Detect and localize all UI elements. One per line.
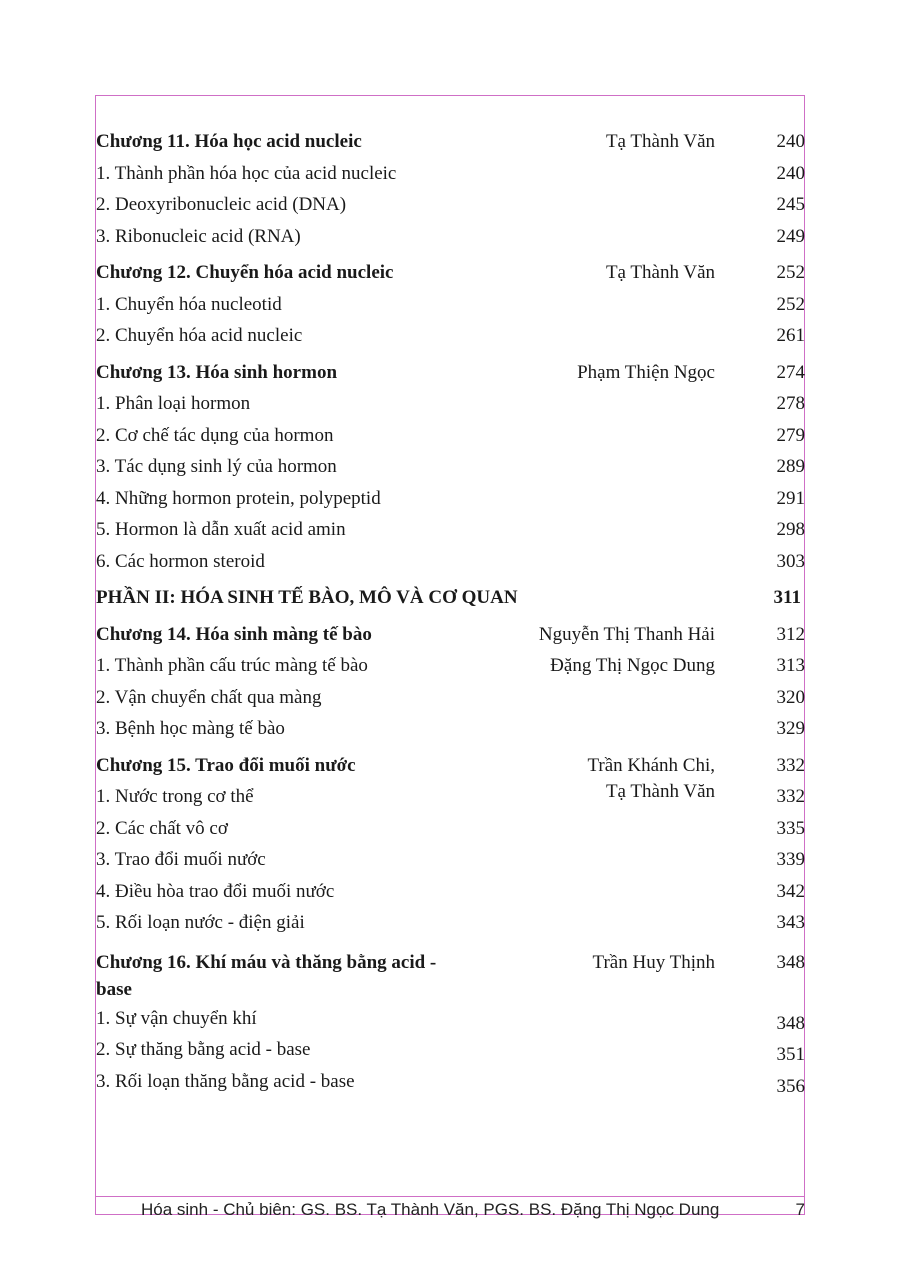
- table-of-contents: [96, 121, 808, 1097]
- chapter-row[interactable]: [96, 357, 808, 389]
- page-footer: [95, 1196, 805, 1220]
- section-title: 3. Rối loạn thăng bằng acid - base: [96, 1070, 355, 1092]
- section-title: 3. Trao đổi muối nước: [96, 849, 266, 870]
- section-title: 1. Thành phần cấu trúc màng tế bào: [96, 655, 368, 676]
- section-page: 252: [776, 293, 805, 315]
- section-title: 1. Chuyển hóa nucleotid: [96, 293, 282, 315]
- section-row[interactable]: [96, 221, 808, 253]
- section-title: 1. Nước trong cơ thể: [96, 786, 254, 807]
- section-page: 261: [776, 325, 805, 346]
- chapter-title: Chương 14. Hóa sinh màng tế bào: [96, 623, 372, 645]
- chapter-author: Phạm Thiện Ngọc: [577, 361, 715, 383]
- part-page: 311: [773, 587, 801, 608]
- chapter-author: Tạ Thành Văn: [605, 131, 715, 152]
- section-page: 313: [776, 655, 805, 676]
- chapter-author: Trần Huy Thịnh: [592, 951, 715, 973]
- section-row[interactable]: [96, 514, 808, 546]
- section-page: 289: [776, 456, 805, 477]
- chapter-page: 240: [776, 131, 805, 152]
- section-row[interactable]: [96, 1066, 808, 1098]
- section-author: Đặng Thị Ngọc Dung: [550, 655, 715, 676]
- section-row[interactable]: [96, 876, 808, 908]
- section-title: 3. Ribonucleic acid (RNA): [96, 225, 301, 247]
- section-row[interactable]: [96, 713, 808, 745]
- section-title: 6. Các hormon steroid: [96, 550, 265, 572]
- chapter-title: Chương 15. Trao đổi muối nước: [96, 754, 356, 776]
- footer-page-number: 7: [795, 1200, 805, 1219]
- footer-text: Hóa sinh - Chủ biên: GS. BS. Tạ Thành Văn, PGS. BS. Đặng Thị Ngọc Dung: [141, 1200, 720, 1219]
- part-row[interactable]: [96, 582, 808, 614]
- section-row[interactable]: [96, 189, 808, 221]
- section-row[interactable]: [96, 682, 808, 714]
- section-page: 351: [776, 1044, 805, 1065]
- chapter-row[interactable]: [96, 126, 808, 158]
- section-title: 5. Rối loạn nước - điện giải: [96, 912, 305, 933]
- section-title: 2. Cơ chế tác dụng của hormon: [96, 424, 334, 446]
- section-title: 4. Điều hòa trao đổi muối nước: [96, 880, 335, 902]
- section-title: 1. Thành phần hóa học của acid nucleic: [96, 162, 397, 184]
- section-row[interactable]: [96, 844, 808, 876]
- section-row[interactable]: [96, 546, 808, 578]
- section-page: 335: [776, 817, 805, 839]
- section-author: Tạ Thành Văn: [605, 781, 715, 802]
- section-page: 298: [776, 519, 805, 540]
- chapter-author: Tạ Thành Văn: [605, 262, 715, 283]
- section-page: 245: [776, 194, 805, 215]
- chapter-row[interactable]: [96, 619, 808, 651]
- section-page: 240: [776, 162, 805, 184]
- chapter-title: Chương 12. Chuyển hóa acid nucleic: [96, 262, 394, 283]
- chapter-page: 312: [776, 623, 805, 645]
- section-row[interactable]: [96, 289, 808, 321]
- section-row[interactable]: [96, 813, 808, 845]
- section-title: 1. Sự vận chuyển khí: [96, 1007, 257, 1029]
- section-row[interactable]: [96, 781, 808, 813]
- chapter-page: 348: [776, 951, 805, 973]
- chapter-title: Chương 11. Hóa học acid nucleic: [96, 131, 362, 152]
- section-page: 329: [776, 718, 805, 739]
- part-title: PHẦN II: HÓA SINH TẾ BÀO, MÔ VÀ CƠ QUAN: [96, 587, 518, 608]
- chapter-page: 332: [776, 754, 805, 776]
- section-row[interactable]: [96, 451, 808, 483]
- section-row[interactable]: [96, 158, 808, 190]
- chapter-row[interactable]: [96, 257, 808, 289]
- section-row[interactable]: [96, 320, 808, 352]
- section-title: 2. Chuyển hóa acid nucleic: [96, 325, 303, 346]
- section-row[interactable]: [96, 650, 808, 682]
- section-title: 5. Hormon là dẫn xuất acid amin: [96, 519, 346, 540]
- chapter-title: Chương 13. Hóa sinh hormon: [96, 361, 338, 383]
- section-page: 332: [776, 786, 805, 807]
- section-page: 356: [776, 1075, 805, 1097]
- chapter-row[interactable]: [96, 949, 808, 1003]
- section-title: 2. Vận chuyển chất qua màng: [96, 686, 322, 708]
- section-page: 278: [776, 393, 805, 414]
- section-page: 249: [776, 225, 805, 247]
- section-row[interactable]: [96, 420, 808, 452]
- chapter-page: 274: [776, 361, 805, 383]
- section-title: 3. Bệnh học màng tế bào: [96, 718, 285, 739]
- section-row[interactable]: [96, 1034, 808, 1066]
- section-title: 2. Các chất vô cơ: [96, 817, 228, 839]
- chapter-page: 252: [776, 262, 805, 283]
- section-row[interactable]: [96, 1003, 808, 1035]
- section-row[interactable]: [96, 388, 808, 420]
- chapter-author: Nguyễn Thị Thanh Hải: [538, 623, 715, 645]
- section-page: 291: [776, 487, 805, 509]
- section-row[interactable]: [96, 483, 808, 515]
- section-page: 348: [776, 1012, 805, 1034]
- section-page: 279: [776, 424, 805, 446]
- section-page: 343: [776, 912, 805, 933]
- section-title: 1. Phân loại hormon: [96, 393, 251, 414]
- section-title: 4. Những hormon protein, polypeptid: [96, 487, 381, 509]
- section-row[interactable]: [96, 907, 808, 939]
- chapter-author: Trần Khánh Chi,: [587, 754, 715, 776]
- section-title: 2. Sự thăng bằng acid - base: [96, 1039, 311, 1060]
- section-title: 3. Tác dụng sinh lý của hormon: [96, 456, 337, 477]
- section-page: 339: [776, 849, 805, 870]
- section-title: 2. Deoxyribonucleic acid (DNA): [96, 194, 347, 215]
- section-page: 320: [776, 686, 805, 708]
- section-page: 342: [776, 880, 805, 902]
- section-page: 303: [776, 550, 805, 572]
- chapter-title: Chương 16. Khí máu và thăng bằng acid - base: [96, 951, 437, 1000]
